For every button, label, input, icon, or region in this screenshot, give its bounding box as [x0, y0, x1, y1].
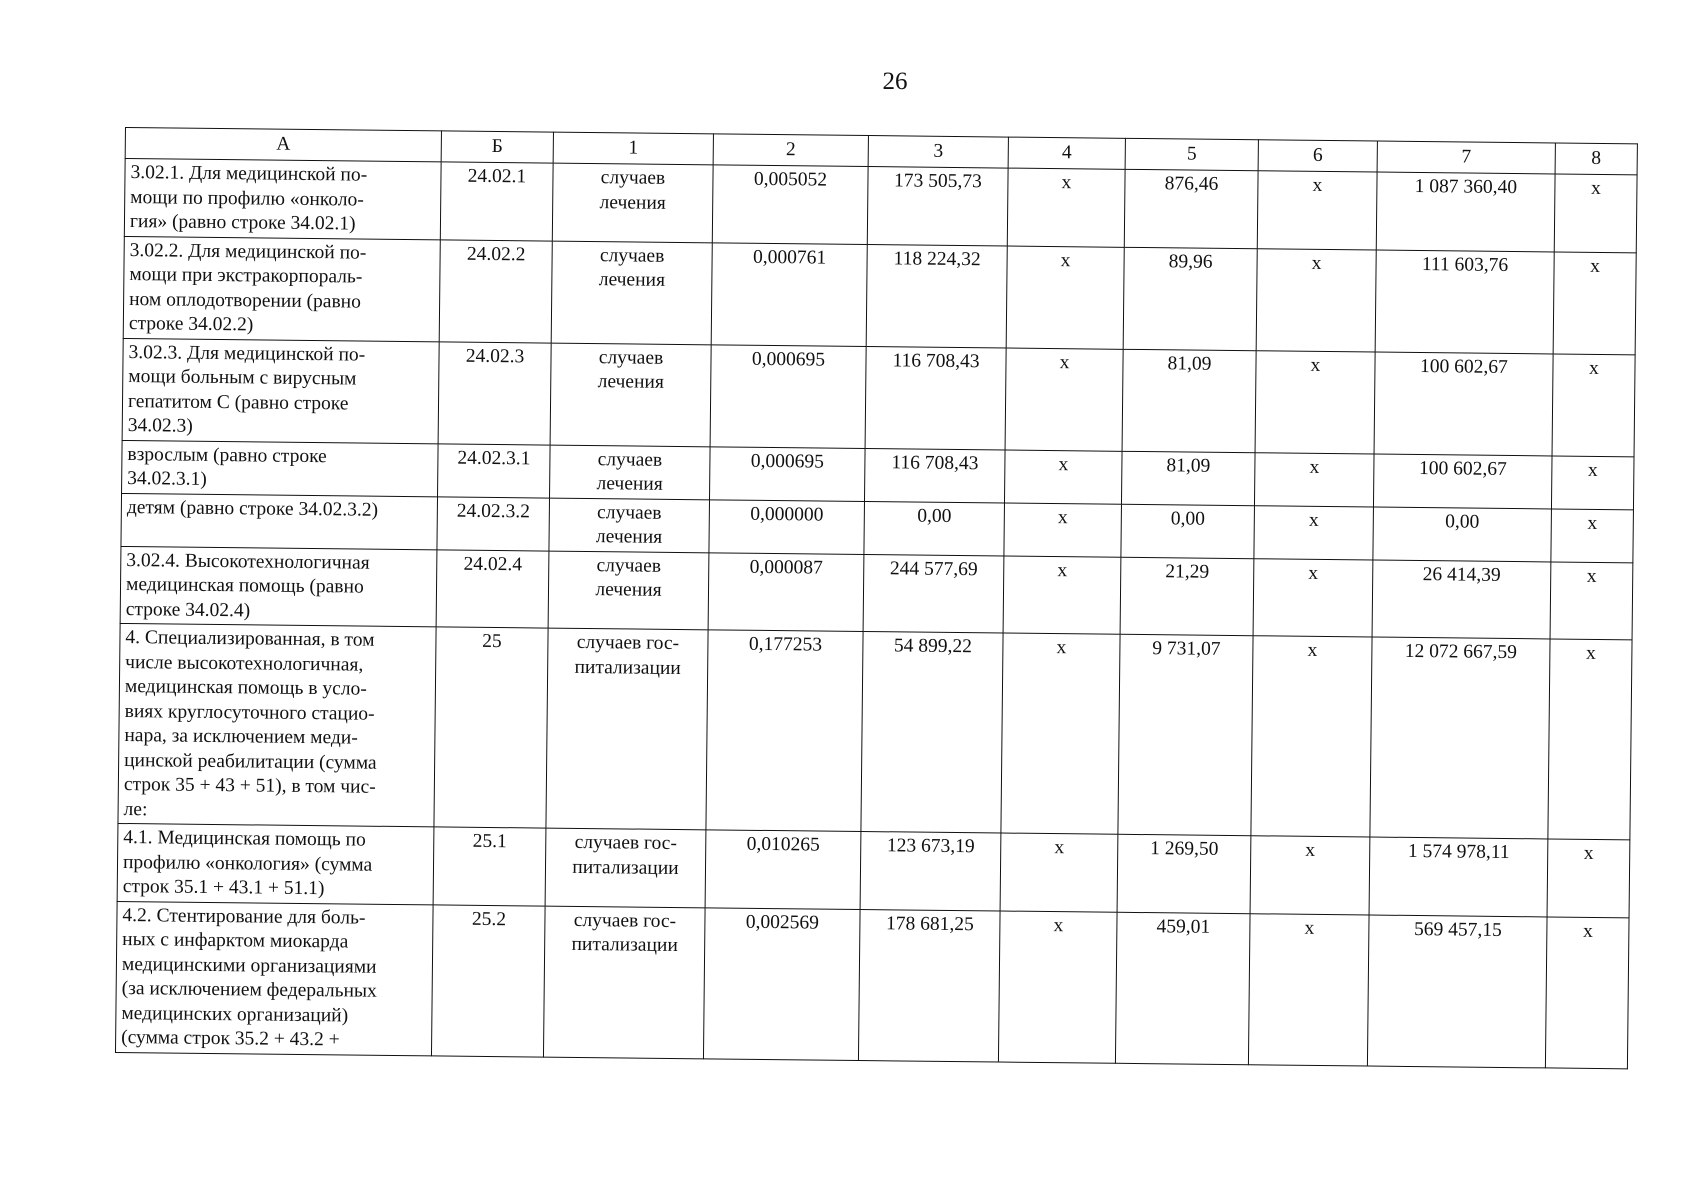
- col4-value-cell: х: [1000, 833, 1118, 912]
- statistics-table: [115, 127, 1638, 1069]
- col-header-1: 1: [553, 132, 713, 165]
- col8-value-cell: х: [1553, 251, 1636, 354]
- row-code-cell: 24.02.3.2: [437, 496, 550, 550]
- col2-value-cell: 0,000761: [711, 242, 867, 346]
- page-number: 26: [882, 68, 908, 95]
- col6-value-cell: х: [1254, 452, 1374, 506]
- col7-value-cell: 569 457,15: [1367, 915, 1547, 1068]
- col3-value-cell: 0,00: [864, 501, 1005, 556]
- col3-value-cell: 123 673,19: [860, 832, 1001, 911]
- col4-value-cell: х: [998, 911, 1117, 1063]
- row-code-cell: 24.02.3.1: [438, 443, 551, 497]
- col8-value-cell: х: [1551, 455, 1634, 509]
- col7-value-cell: 1 574 978,11: [1369, 837, 1548, 916]
- col4-value-cell: х: [1005, 348, 1123, 451]
- col3-value-cell: 116 708,43: [864, 448, 1005, 503]
- row-label-cell: 3.02.4. Высокотехнологичная медицинская помощь (равно строке 34.02.4): [120, 546, 437, 627]
- row-label-cell: 3.02.3. Для медицинской по- мощи больным с вирусным гепатитом С (равно строке 34.02.3): [122, 338, 439, 443]
- col2-value-cell: 0,177253: [706, 630, 863, 832]
- col7-value-cell: 111 603,76: [1375, 250, 1554, 354]
- col7-value-cell: 0,00: [1373, 507, 1552, 562]
- col6-value-cell: х: [1251, 636, 1372, 837]
- unit-cell: случаев лечения: [551, 241, 712, 345]
- unit-cell: случаев лечения: [552, 163, 713, 242]
- row-code-cell: 25.1: [433, 827, 546, 906]
- col4-value-cell: х: [1006, 246, 1124, 349]
- row-label-cell: взрослым (равно строке 34.02.3.1): [122, 440, 439, 496]
- col7-value-cell: 1 087 360,40: [1376, 172, 1555, 251]
- col5-value-cell: 21,29: [1120, 557, 1254, 636]
- col5-value-cell: 9 731,07: [1118, 634, 1253, 835]
- col5-value-cell: 81,09: [1122, 349, 1256, 452]
- col8-value-cell: х: [1554, 174, 1637, 252]
- col2-value-cell: 0,000087: [708, 552, 864, 631]
- row-label-cell: детям (равно строке 34.02.3.2): [121, 493, 438, 549]
- col7-value-cell: 12 072 667,59: [1370, 637, 1550, 839]
- col6-value-cell: х: [1257, 171, 1377, 250]
- col2-value-cell: 0,002569: [703, 907, 860, 1060]
- col6-value-cell: х: [1253, 558, 1373, 637]
- unit-cell: случаев лечения: [549, 498, 710, 553]
- col4-value-cell: х: [1003, 556, 1121, 635]
- unit-cell: случаев лечения: [548, 551, 709, 630]
- unit-cell: случаев лечения: [550, 343, 711, 447]
- col4-value-cell: х: [1004, 450, 1122, 504]
- col3-value-cell: 116 708,43: [865, 346, 1006, 450]
- col-header-2: 2: [713, 134, 868, 167]
- col5-value-cell: 0,00: [1121, 504, 1255, 558]
- row-code-cell: 24.02.1: [440, 162, 553, 241]
- col6-value-cell: х: [1254, 505, 1374, 559]
- col5-value-cell: 81,09: [1121, 451, 1255, 505]
- col7-value-cell: 100 602,67: [1373, 454, 1552, 509]
- col2-value-cell: 0,010265: [705, 830, 861, 909]
- col5-value-cell: 459,01: [1115, 912, 1250, 1064]
- col2-value-cell: 0,005052: [712, 165, 868, 244]
- unit-cell: случаев гос- питализации: [543, 906, 705, 1059]
- col2-value-cell: 0,000000: [709, 499, 865, 554]
- table-row: [123, 236, 1636, 354]
- col7-value-cell: 100 602,67: [1374, 352, 1553, 456]
- table-row: [122, 338, 1635, 456]
- col3-value-cell: 118 224,32: [866, 244, 1007, 348]
- row-code-cell: 25.2: [431, 904, 545, 1056]
- col8-value-cell: х: [1550, 561, 1633, 639]
- row-label-cell: 3.02.2. Для медицинской по- мощи при экстракорпораль- ном оплодотворении (равно строке 34.02.2): [123, 236, 440, 341]
- col3-value-cell: 178 681,25: [858, 909, 1000, 1062]
- col-header-3: 3: [868, 136, 1008, 169]
- col-header-5: 5: [1125, 138, 1258, 170]
- unit-cell: случаев лечения: [550, 445, 711, 500]
- col2-value-cell: 0,000695: [710, 344, 866, 448]
- col5-value-cell: 876,46: [1124, 169, 1258, 248]
- col7-value-cell: 26 414,39: [1372, 560, 1551, 639]
- row-code-cell: 24.02.2: [439, 239, 552, 342]
- col5-value-cell: 1 269,50: [1117, 834, 1251, 913]
- col5-value-cell: 89,96: [1123, 247, 1257, 350]
- table-row: [118, 623, 1632, 839]
- row-label-cell: 4.2. Стентирование для боль- ных с инфарктом миокарда медицинскими организациями (за исключением федеральных медицинских организаций) (сумма строк 35.2 + 43.2 +: [115, 901, 433, 1055]
- col4-value-cell: х: [1004, 503, 1122, 557]
- col8-value-cell: х: [1551, 508, 1634, 562]
- col8-value-cell: х: [1552, 353, 1635, 456]
- unit-cell: случаев гос- питализации: [546, 628, 708, 830]
- col-header-6: 6: [1258, 140, 1377, 172]
- row-code-cell: 24.02.4: [436, 549, 549, 628]
- row-label-cell: 3.02.1. Для медицинской по- мощи по профилю «онколо- гия» (равно строке 34.02.1): [124, 159, 441, 240]
- table-row: [115, 901, 1629, 1068]
- col3-value-cell: 173 505,73: [867, 167, 1008, 246]
- col-header-7: 7: [1377, 141, 1555, 174]
- col8-value-cell: х: [1545, 916, 1629, 1068]
- row-label-cell: 4. Специализированная, в том числе высокотехнологичная, медицинская помощь в усло- виях круглосуточного стацио- нара, за исключением меди- цинской реабилитации (сумма строк 35 + 43 + 51), в том чис- ле:: [118, 623, 436, 826]
- row-label-cell: 4.1. Медицинская помощь по профилю «онкология» (сумма строк 35.1 + 43.1 + 51.1): [117, 823, 434, 904]
- col6-value-cell: х: [1248, 913, 1369, 1065]
- col8-value-cell: х: [1548, 639, 1632, 840]
- col6-value-cell: х: [1255, 350, 1375, 453]
- col-header-b: Б: [441, 131, 553, 163]
- col6-value-cell: х: [1256, 248, 1376, 351]
- row-code-cell: 24.02.3: [438, 341, 551, 444]
- col3-value-cell: 244 577,69: [863, 554, 1004, 633]
- col-header-8: 8: [1555, 143, 1637, 175]
- row-code-cell: 25: [434, 627, 548, 828]
- col2-value-cell: 0,000695: [710, 446, 866, 501]
- unit-cell: случаев гос- питализации: [545, 828, 706, 907]
- col6-value-cell: х: [1250, 836, 1370, 915]
- col8-value-cell: х: [1547, 839, 1630, 917]
- col4-value-cell: х: [1001, 633, 1120, 834]
- col-header-a: А: [125, 128, 441, 162]
- col4-value-cell: х: [1007, 168, 1125, 247]
- col-header-4: 4: [1008, 137, 1125, 169]
- col3-value-cell: 54 899,22: [861, 632, 1003, 834]
